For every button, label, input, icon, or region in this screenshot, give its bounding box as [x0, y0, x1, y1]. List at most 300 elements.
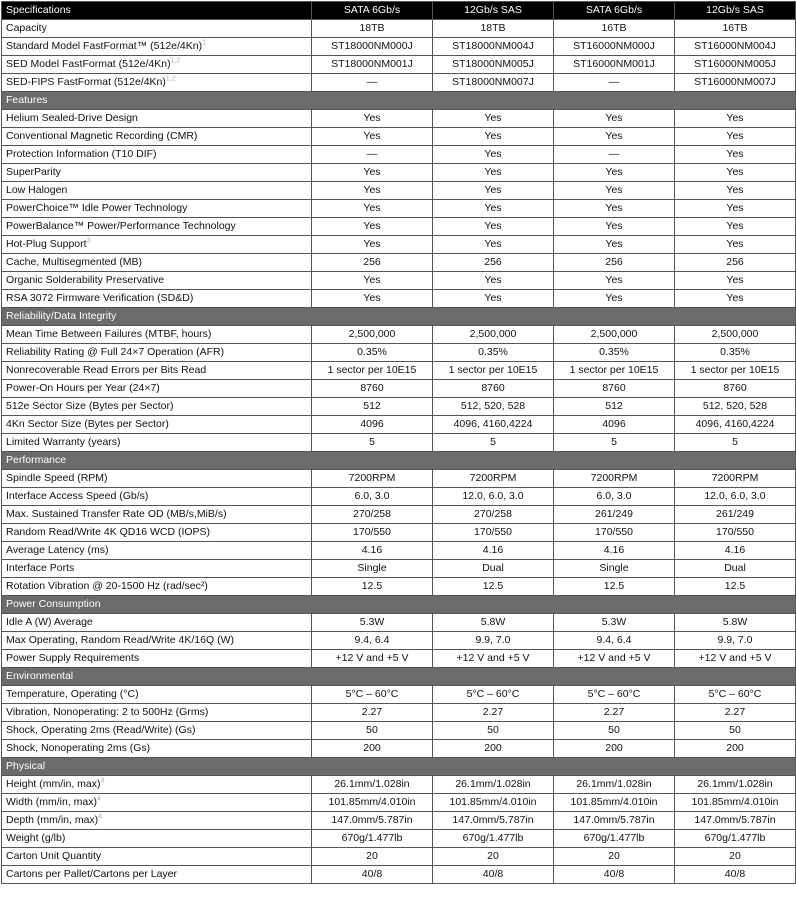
- section-title: Reliability/Data Integrity: [2, 308, 796, 326]
- value-cell: 2.27: [554, 704, 675, 722]
- value-cell: 26.1mm/1.028in: [554, 776, 675, 794]
- row-label-cell: [2, 866, 312, 884]
- table-row: [2, 398, 796, 416]
- value-cell: 2.27: [675, 704, 796, 722]
- table-row: [2, 236, 796, 254]
- value-cell: Single: [312, 560, 433, 578]
- row-label-cell: [2, 398, 312, 416]
- table-row: [2, 704, 796, 722]
- value-cell: 4096, 4160,4224: [433, 416, 554, 434]
- value-cell: Yes: [312, 272, 433, 290]
- row-label: Random Read/Write 4K QD16 WCD (IOPS): [6, 526, 211, 538]
- value-cell: 4.16: [433, 542, 554, 560]
- value-cell: Dual: [433, 560, 554, 578]
- value-cell: 270/258: [433, 506, 554, 524]
- row-label: Power-On Hours per Year (24×7): [6, 382, 160, 394]
- table-row: [2, 344, 796, 362]
- value-cell: 20: [554, 848, 675, 866]
- row-label: Mean Time Between Failures (MTBF, hours): [6, 328, 212, 340]
- value-cell: 7200RPM: [554, 470, 675, 488]
- value-cell: 147.0mm/5.787in: [675, 812, 796, 830]
- value-cell: 20: [433, 848, 554, 866]
- value-cell: 5: [312, 434, 433, 452]
- value-cell: 670g/1.477lb: [433, 830, 554, 848]
- row-label: Nonrecoverable Read Errors per Bits Read: [6, 364, 207, 376]
- row-label: Cache, Multisegmented (MB): [6, 256, 142, 268]
- row-label: Protection Information (T10 DIF): [6, 148, 157, 160]
- table-row: [2, 272, 796, 290]
- value-cell: Yes: [675, 236, 796, 254]
- row-label-cell: [2, 416, 312, 434]
- value-cell: 170/550: [433, 524, 554, 542]
- value-cell: 670g/1.477lb: [312, 830, 433, 848]
- value-cell: 5.3W: [554, 614, 675, 632]
- value-cell: 9.4, 6.4: [554, 632, 675, 650]
- value-cell: Yes: [554, 110, 675, 128]
- value-cell: 5°C – 60°C: [554, 686, 675, 704]
- table-row: [2, 146, 796, 164]
- value-cell: ST16000NM007J: [675, 74, 796, 92]
- row-label-cell: [2, 362, 312, 380]
- value-cell: 0.35%: [554, 344, 675, 362]
- value-cell: ST16000NM005J: [675, 56, 796, 74]
- section-header: [2, 92, 796, 110]
- value-cell: 512: [554, 398, 675, 416]
- row-label-cell: [2, 128, 312, 146]
- row-label: Standard Model FastFormat™ (512e/4Kn): [6, 40, 203, 52]
- table-row: [2, 470, 796, 488]
- value-cell: 9.4, 6.4: [312, 632, 433, 650]
- row-label: Vibration, Nonoperating: 2 to 500Hz (Grms): [6, 706, 209, 718]
- value-cell: +12 V and +5 V: [433, 650, 554, 668]
- row-label-cell: [2, 812, 312, 830]
- row-label: Power Supply Requirements: [6, 652, 140, 664]
- value-cell: 670g/1.477lb: [554, 830, 675, 848]
- value-cell: 4096, 4160,4224: [675, 416, 796, 434]
- value-cell: 1 sector per 10E15: [433, 362, 554, 380]
- row-label-cell: [2, 200, 312, 218]
- value-cell: 5°C – 60°C: [433, 686, 554, 704]
- value-cell: 4.16: [554, 542, 675, 560]
- value-cell: 16TB: [675, 20, 796, 38]
- table-row: [2, 830, 796, 848]
- row-label-cell: [2, 56, 312, 74]
- row-label: Max. Sustained Transfer Rate OD (MB/s,MiB/s): [6, 508, 227, 520]
- footnote-ref: 1,2: [165, 75, 176, 83]
- value-cell: 8760: [433, 380, 554, 398]
- value-cell: 101.85mm/4.010in: [312, 794, 433, 812]
- value-cell: Yes: [554, 236, 675, 254]
- header-label: Specifications: [2, 2, 312, 20]
- table-row: [2, 632, 796, 650]
- table-row: [2, 866, 796, 884]
- value-cell: ST16000NM004J: [675, 38, 796, 56]
- value-cell: 50: [433, 722, 554, 740]
- value-cell: Yes: [312, 218, 433, 236]
- value-cell: Yes: [433, 290, 554, 308]
- row-label: PowerBalance™ Power/Performance Technology: [6, 220, 236, 232]
- value-cell: Yes: [433, 128, 554, 146]
- value-cell: 5: [675, 434, 796, 452]
- row-label-cell: [2, 488, 312, 506]
- value-cell: Yes: [554, 182, 675, 200]
- value-cell: —: [554, 146, 675, 164]
- value-cell: Yes: [312, 182, 433, 200]
- row-label: Width (mm/in, max): [6, 796, 98, 808]
- value-cell: 20: [675, 848, 796, 866]
- table-row: [2, 38, 796, 56]
- value-cell: Yes: [675, 146, 796, 164]
- row-label-cell: [2, 776, 312, 794]
- row-label-cell: [2, 740, 312, 758]
- table-row: [2, 812, 796, 830]
- value-cell: ST18000NM005J: [433, 56, 554, 74]
- value-cell: 101.85mm/4.010in: [433, 794, 554, 812]
- row-label: 512e Sector Size (Bytes per Sector): [6, 400, 174, 412]
- table-row: [2, 776, 796, 794]
- value-cell: 1 sector per 10E15: [312, 362, 433, 380]
- table-row: [2, 722, 796, 740]
- footnote-ref: 4: [100, 777, 105, 785]
- row-label-cell: [2, 722, 312, 740]
- table-row: [2, 164, 796, 182]
- row-label: Cartons per Pallet/Cartons per Layer: [6, 868, 177, 880]
- value-cell: 5: [433, 434, 554, 452]
- value-cell: 256: [433, 254, 554, 272]
- table-row: [2, 20, 796, 38]
- value-cell: 2,500,000: [312, 326, 433, 344]
- value-cell: Yes: [675, 128, 796, 146]
- section-header: [2, 452, 796, 470]
- value-cell: Yes: [554, 128, 675, 146]
- value-cell: 8760: [312, 380, 433, 398]
- footnote-ref: 3: [86, 237, 91, 245]
- table-row: [2, 560, 796, 578]
- row-label: Reliability Rating @ Full 24×7 Operation (AFR): [6, 346, 225, 358]
- value-cell: Yes: [554, 290, 675, 308]
- value-cell: 12.5: [312, 578, 433, 596]
- section-header: [2, 596, 796, 614]
- row-label: PowerChoice™ Idle Power Technology: [6, 202, 188, 214]
- row-label-cell: [2, 290, 312, 308]
- row-label: Height (mm/in, max): [6, 778, 101, 790]
- value-cell: 4096: [312, 416, 433, 434]
- row-label-cell: [2, 560, 312, 578]
- row-label-cell: [2, 38, 312, 56]
- value-cell: Yes: [554, 200, 675, 218]
- value-cell: 26.1mm/1.028in: [312, 776, 433, 794]
- row-label-cell: [2, 146, 312, 164]
- table-row: [2, 848, 796, 866]
- value-cell: 40/8: [312, 866, 433, 884]
- row-label-cell: [2, 218, 312, 236]
- table-row: [2, 542, 796, 560]
- value-cell: 512: [312, 398, 433, 416]
- value-cell: 256: [675, 254, 796, 272]
- value-cell: 26.1mm/1.028in: [433, 776, 554, 794]
- row-label: Capacity: [6, 22, 47, 34]
- value-cell: 4.16: [312, 542, 433, 560]
- value-cell: 12.5: [675, 578, 796, 596]
- row-label-cell: [2, 434, 312, 452]
- value-cell: 200: [312, 740, 433, 758]
- value-cell: Yes: [312, 128, 433, 146]
- table-row: [2, 524, 796, 542]
- row-label: Shock, Operating 2ms (Read/Write) (Gs): [6, 724, 196, 736]
- value-cell: +12 V and +5 V: [554, 650, 675, 668]
- value-cell: 40/8: [554, 866, 675, 884]
- value-cell: 12.0, 6.0, 3.0: [433, 488, 554, 506]
- value-cell: 147.0mm/5.787in: [433, 812, 554, 830]
- value-cell: 2.27: [312, 704, 433, 722]
- value-cell: 6.0, 3.0: [554, 488, 675, 506]
- value-cell: ST18000NM007J: [433, 74, 554, 92]
- section-header: [2, 668, 796, 686]
- value-cell: 5.8W: [433, 614, 554, 632]
- footnote-ref: 1: [202, 39, 206, 47]
- value-cell: 170/550: [312, 524, 433, 542]
- value-cell: Yes: [433, 110, 554, 128]
- header-row: [2, 2, 796, 20]
- value-cell: 200: [675, 740, 796, 758]
- value-cell: 40/8: [675, 866, 796, 884]
- table-row: [2, 416, 796, 434]
- value-cell: 101.85mm/4.010in: [554, 794, 675, 812]
- row-label: Interface Ports: [6, 562, 75, 574]
- row-label-cell: [2, 272, 312, 290]
- header-col-4: 12Gb/s SAS: [675, 2, 796, 20]
- value-cell: 6.0, 3.0: [312, 488, 433, 506]
- table-row: [2, 380, 796, 398]
- row-label: Limited Warranty (years): [6, 436, 121, 448]
- value-cell: Yes: [675, 110, 796, 128]
- value-cell: Yes: [675, 182, 796, 200]
- value-cell: 9.9, 7.0: [433, 632, 554, 650]
- row-label: Carton Unit Quantity: [6, 850, 102, 862]
- value-cell: 147.0mm/5.787in: [312, 812, 433, 830]
- value-cell: —: [312, 146, 433, 164]
- table-row: [2, 74, 796, 92]
- value-cell: 2,500,000: [675, 326, 796, 344]
- row-label: Temperature, Operating (°C): [6, 688, 139, 700]
- value-cell: 0.35%: [312, 344, 433, 362]
- row-label-cell: [2, 344, 312, 362]
- value-cell: 16TB: [554, 20, 675, 38]
- row-label: Organic Solderability Preservative: [6, 274, 165, 286]
- value-cell: 4.16: [675, 542, 796, 560]
- value-cell: 50: [554, 722, 675, 740]
- row-label: Idle A (W) Average: [6, 616, 93, 628]
- section-title: Environmental: [2, 668, 796, 686]
- value-cell: Yes: [433, 218, 554, 236]
- row-label: Rotation Vibration @ 20-1500 Hz (rad/sec²): [6, 580, 208, 592]
- value-cell: 8760: [675, 380, 796, 398]
- value-cell: —: [312, 74, 433, 92]
- row-label: SED-FIPS FastFormat (512e/4Kn): [6, 76, 166, 88]
- value-cell: ST16000NM001J: [554, 56, 675, 74]
- value-cell: 170/550: [554, 524, 675, 542]
- value-cell: 512, 520, 528: [675, 398, 796, 416]
- row-label-cell: [2, 182, 312, 200]
- value-cell: Yes: [554, 218, 675, 236]
- value-cell: ST16000NM000J: [554, 38, 675, 56]
- value-cell: Yes: [675, 272, 796, 290]
- value-cell: Dual: [675, 560, 796, 578]
- header-col-3: SATA 6Gb/s: [554, 2, 675, 20]
- value-cell: 256: [312, 254, 433, 272]
- value-cell: 18TB: [312, 20, 433, 38]
- value-cell: Yes: [675, 164, 796, 182]
- value-cell: Yes: [554, 272, 675, 290]
- row-label: Shock, Nonoperating 2ms (Gs): [6, 742, 151, 754]
- value-cell: 20: [312, 848, 433, 866]
- value-cell: Yes: [312, 290, 433, 308]
- value-cell: 261/249: [675, 506, 796, 524]
- value-cell: 2,500,000: [433, 326, 554, 344]
- value-cell: 670g/1.477lb: [675, 830, 796, 848]
- value-cell: 40/8: [433, 866, 554, 884]
- value-cell: 7200RPM: [433, 470, 554, 488]
- row-label-cell: [2, 20, 312, 38]
- value-cell: 2,500,000: [554, 326, 675, 344]
- row-label-cell: [2, 380, 312, 398]
- value-cell: 50: [312, 722, 433, 740]
- value-cell: Yes: [675, 290, 796, 308]
- section-title: Performance: [2, 452, 796, 470]
- table-row: [2, 488, 796, 506]
- row-label: Weight (g/lb): [6, 832, 66, 844]
- row-label-cell: [2, 830, 312, 848]
- value-cell: 18TB: [433, 20, 554, 38]
- value-cell: ST18000NM001J: [312, 56, 433, 74]
- value-cell: 7200RPM: [312, 470, 433, 488]
- value-cell: 8760: [554, 380, 675, 398]
- table-row: [2, 362, 796, 380]
- value-cell: 512, 520, 528: [433, 398, 554, 416]
- row-label: Low Halogen: [6, 184, 68, 196]
- section-title: Physical: [2, 758, 796, 776]
- row-label: RSA 3072 Firmware Verification (SD&D): [6, 292, 194, 304]
- row-label-cell: [2, 614, 312, 632]
- value-cell: 0.35%: [433, 344, 554, 362]
- value-cell: Yes: [312, 110, 433, 128]
- row-label-cell: [2, 848, 312, 866]
- table-row: [2, 434, 796, 452]
- table-row: [2, 56, 796, 74]
- section-title: Power Consumption: [2, 596, 796, 614]
- value-cell: 1 sector per 10E15: [675, 362, 796, 380]
- row-label: Helium Sealed-Drive Design: [6, 112, 138, 124]
- value-cell: +12 V and +5 V: [312, 650, 433, 668]
- row-label-cell: [2, 686, 312, 704]
- value-cell: 200: [433, 740, 554, 758]
- table-row: [2, 686, 796, 704]
- row-label: Conventional Magnetic Recording (CMR): [6, 130, 198, 142]
- table-row: [2, 110, 796, 128]
- row-label-cell: [2, 254, 312, 272]
- value-cell: 50: [675, 722, 796, 740]
- value-cell: 5: [554, 434, 675, 452]
- value-cell: 261/249: [554, 506, 675, 524]
- section-header: [2, 308, 796, 326]
- row-label: Depth (mm/in, max): [6, 814, 99, 826]
- row-label-cell: [2, 524, 312, 542]
- table-row: [2, 578, 796, 596]
- value-cell: 170/550: [675, 524, 796, 542]
- footnote-ref: 4: [98, 813, 103, 821]
- table-row: [2, 182, 796, 200]
- value-cell: 5°C – 60°C: [675, 686, 796, 704]
- value-cell: Yes: [675, 200, 796, 218]
- row-label-cell: [2, 326, 312, 344]
- row-label-cell: [2, 110, 312, 128]
- table-row: [2, 614, 796, 632]
- value-cell: 5.8W: [675, 614, 796, 632]
- row-label: Interface Access Speed (Gb/s): [6, 490, 149, 502]
- header-col-1: SATA 6Gb/s: [312, 2, 433, 20]
- value-cell: 270/258: [312, 506, 433, 524]
- header-col-2: 12Gb/s SAS: [433, 2, 554, 20]
- row-label-cell: [2, 650, 312, 668]
- row-label-cell: [2, 632, 312, 650]
- row-label: 4Kn Sector Size (Bytes per Sector): [6, 418, 169, 430]
- value-cell: Yes: [312, 200, 433, 218]
- row-label: Hot-Plug Support: [6, 238, 87, 250]
- section-title: Features: [2, 92, 796, 110]
- value-cell: 12.0, 6.0, 3.0: [675, 488, 796, 506]
- value-cell: 256: [554, 254, 675, 272]
- footnote-ref: 1,2: [170, 57, 181, 65]
- row-label-cell: [2, 542, 312, 560]
- table-row: [2, 794, 796, 812]
- row-label-cell: [2, 578, 312, 596]
- value-cell: 5°C – 60°C: [312, 686, 433, 704]
- table-row: [2, 218, 796, 236]
- row-label: Spindle Speed (RPM): [6, 472, 108, 484]
- value-cell: 26.1mm/1.028in: [675, 776, 796, 794]
- value-cell: 4096: [554, 416, 675, 434]
- row-label-cell: [2, 794, 312, 812]
- value-cell: ST18000NM004J: [433, 38, 554, 56]
- spec-body: [2, 20, 796, 884]
- table-row: [2, 506, 796, 524]
- row-label: SuperParity: [6, 166, 61, 178]
- section-header: [2, 758, 796, 776]
- table-row: [2, 290, 796, 308]
- value-cell: 101.85mm/4.010in: [675, 794, 796, 812]
- value-cell: 9.9, 7.0: [675, 632, 796, 650]
- row-label-cell: [2, 704, 312, 722]
- value-cell: Yes: [554, 164, 675, 182]
- value-cell: 1 sector per 10E15: [554, 362, 675, 380]
- value-cell: Yes: [433, 200, 554, 218]
- row-label: Max Operating, Random Read/Write 4K/16Q (W): [6, 634, 234, 646]
- value-cell: 12.5: [433, 578, 554, 596]
- value-cell: Yes: [433, 272, 554, 290]
- table-row: [2, 740, 796, 758]
- value-cell: +12 V and +5 V: [675, 650, 796, 668]
- footnote-ref: 4: [97, 795, 101, 803]
- table-row: [2, 128, 796, 146]
- row-label: SED Model FastFormat (512e/4Kn): [6, 58, 171, 70]
- value-cell: ST18000NM000J: [312, 38, 433, 56]
- row-label-cell: [2, 506, 312, 524]
- value-cell: Yes: [433, 146, 554, 164]
- row-label: Average Latency (ms): [6, 544, 109, 556]
- table-row: [2, 326, 796, 344]
- table-row: [2, 200, 796, 218]
- value-cell: 0.35%: [675, 344, 796, 362]
